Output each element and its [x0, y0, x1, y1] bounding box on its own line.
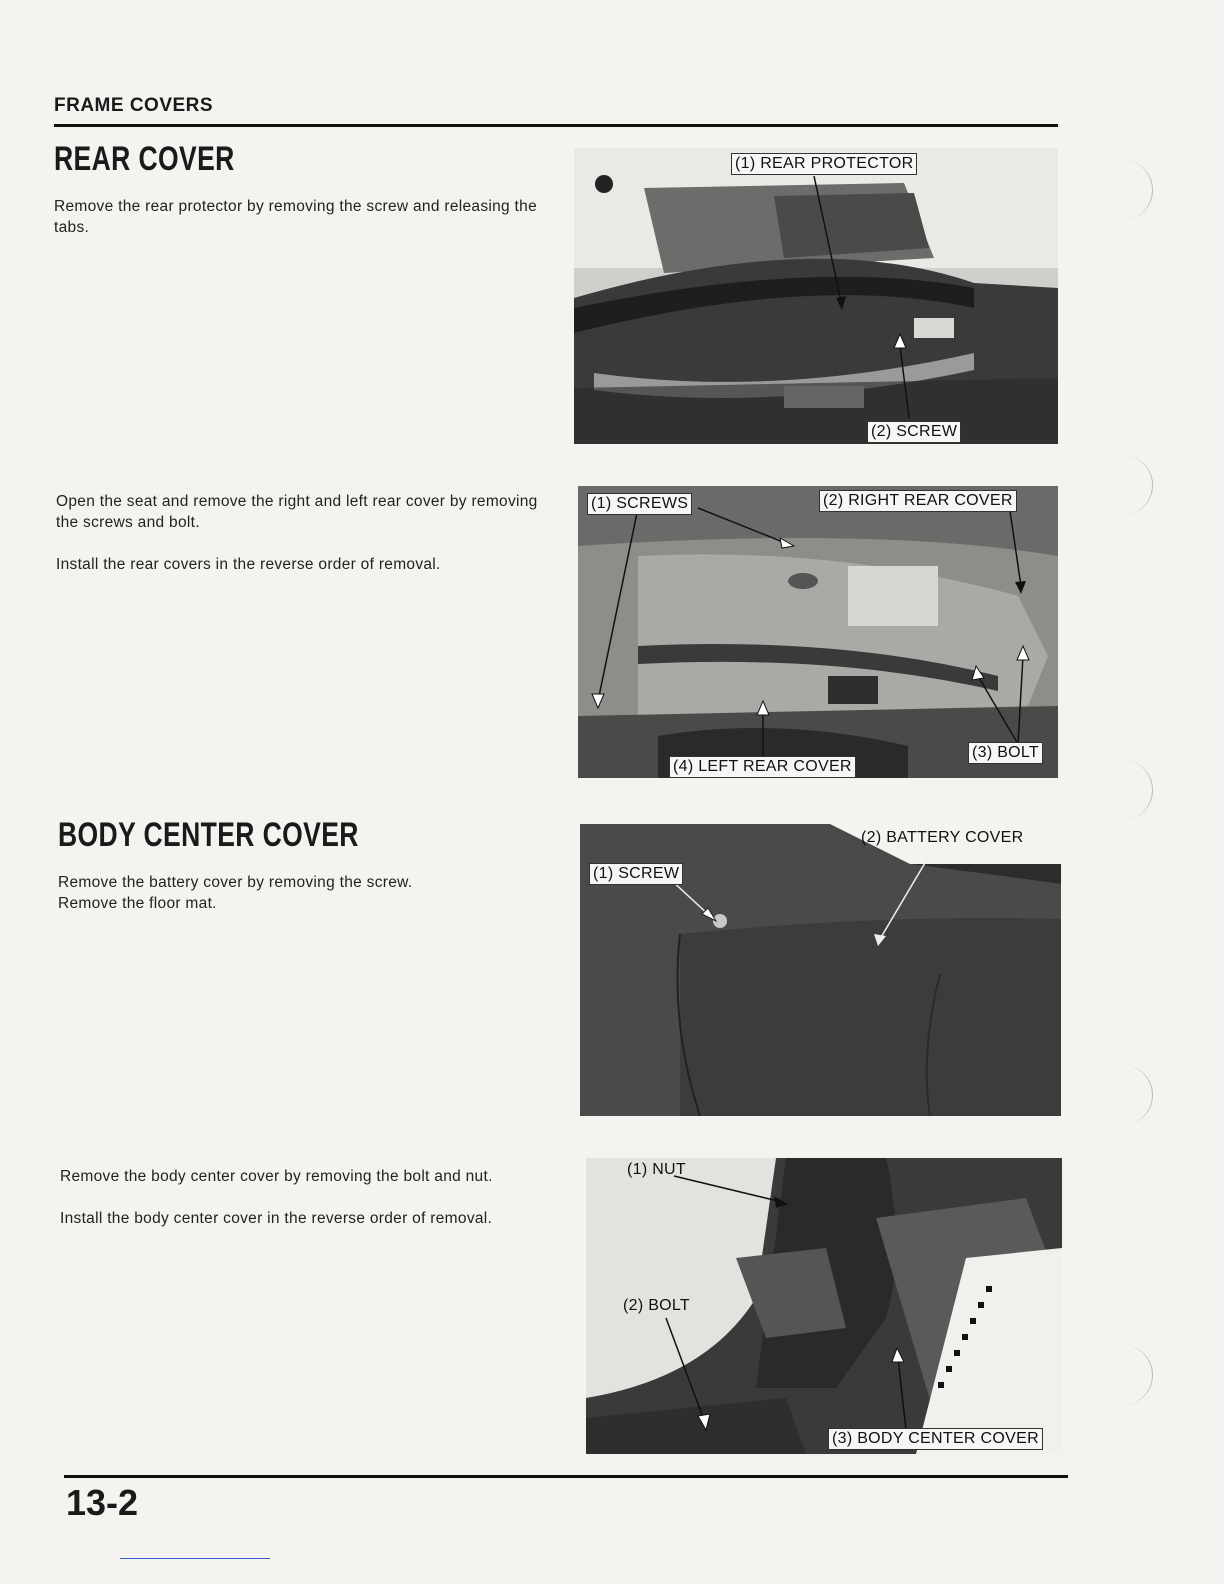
callout-rear-protector: (1) REAR PROTECTOR — [731, 153, 917, 175]
section-header: FRAME COVERS — [54, 95, 214, 116]
scan-edge-line — [120, 1558, 270, 1559]
binder-mark — [1112, 160, 1153, 220]
page-number: 13-2 — [66, 1482, 139, 1523]
callout-bolt: (3) BOLT — [968, 742, 1043, 764]
callout-right-rear-cover: (2) RIGHT REAR COVER — [819, 490, 1017, 512]
rear-protector-instruction: Remove the rear protector by removing the screw and releasing the tabs. — [54, 198, 538, 236]
binder-mark — [1112, 455, 1153, 515]
floor-mat-instruction: Remove the floor mat. — [58, 895, 217, 912]
rear-cover-text-2 — [56, 491, 561, 596]
body-center-cover-photo — [586, 1158, 1062, 1454]
header-rule — [54, 124, 1058, 127]
callout-left-rear-cover: (4) LEFT REAR COVER — [669, 756, 856, 778]
rear-cover-heading: REAR COVER — [54, 140, 235, 178]
callout-battery-screw: (1) SCREW — [589, 863, 683, 885]
callout-body-center-cover: (3) BODY CENTER COVER — [828, 1428, 1043, 1450]
body-center-text-2 — [60, 1166, 570, 1250]
binder-mark — [1112, 1345, 1153, 1405]
callout-battery-cover: (2) BATTERY COVER — [861, 829, 1024, 846]
rear-cover-install-instruction: Install the rear covers in the reverse order of removal. — [56, 556, 441, 573]
battery-cover-photo — [580, 824, 1061, 1116]
binder-mark — [1112, 1065, 1153, 1125]
callout-body-bolt: (2) BOLT — [623, 1297, 691, 1314]
body-center-install-instruction: Install the body center cover in the reverse order of removal. — [60, 1210, 493, 1227]
callout-screws: (1) SCREWS — [587, 493, 692, 515]
rear-protector-photo — [574, 148, 1058, 444]
rear-covers-photo — [578, 486, 1058, 778]
body-center-cover-heading: BODY CENTER COVER — [58, 816, 359, 854]
callout-screw: (2) SCREW — [867, 421, 961, 443]
binder-mark — [1112, 760, 1153, 820]
footer-rule — [64, 1475, 1068, 1478]
rear-cover-text-1 — [54, 196, 559, 259]
callout-nut: (1) NUT — [627, 1161, 686, 1178]
battery-cover-instruction: Remove the battery cover by removing the screw. — [58, 874, 413, 891]
rear-cover-remove-instruction: Open the seat and remove the right and left rear cover by removing the screws and bolt. — [56, 493, 538, 531]
body-center-text-1 — [58, 872, 563, 914]
body-center-remove-instruction: Remove the body center cover by removing the bolt and nut. — [60, 1168, 493, 1185]
